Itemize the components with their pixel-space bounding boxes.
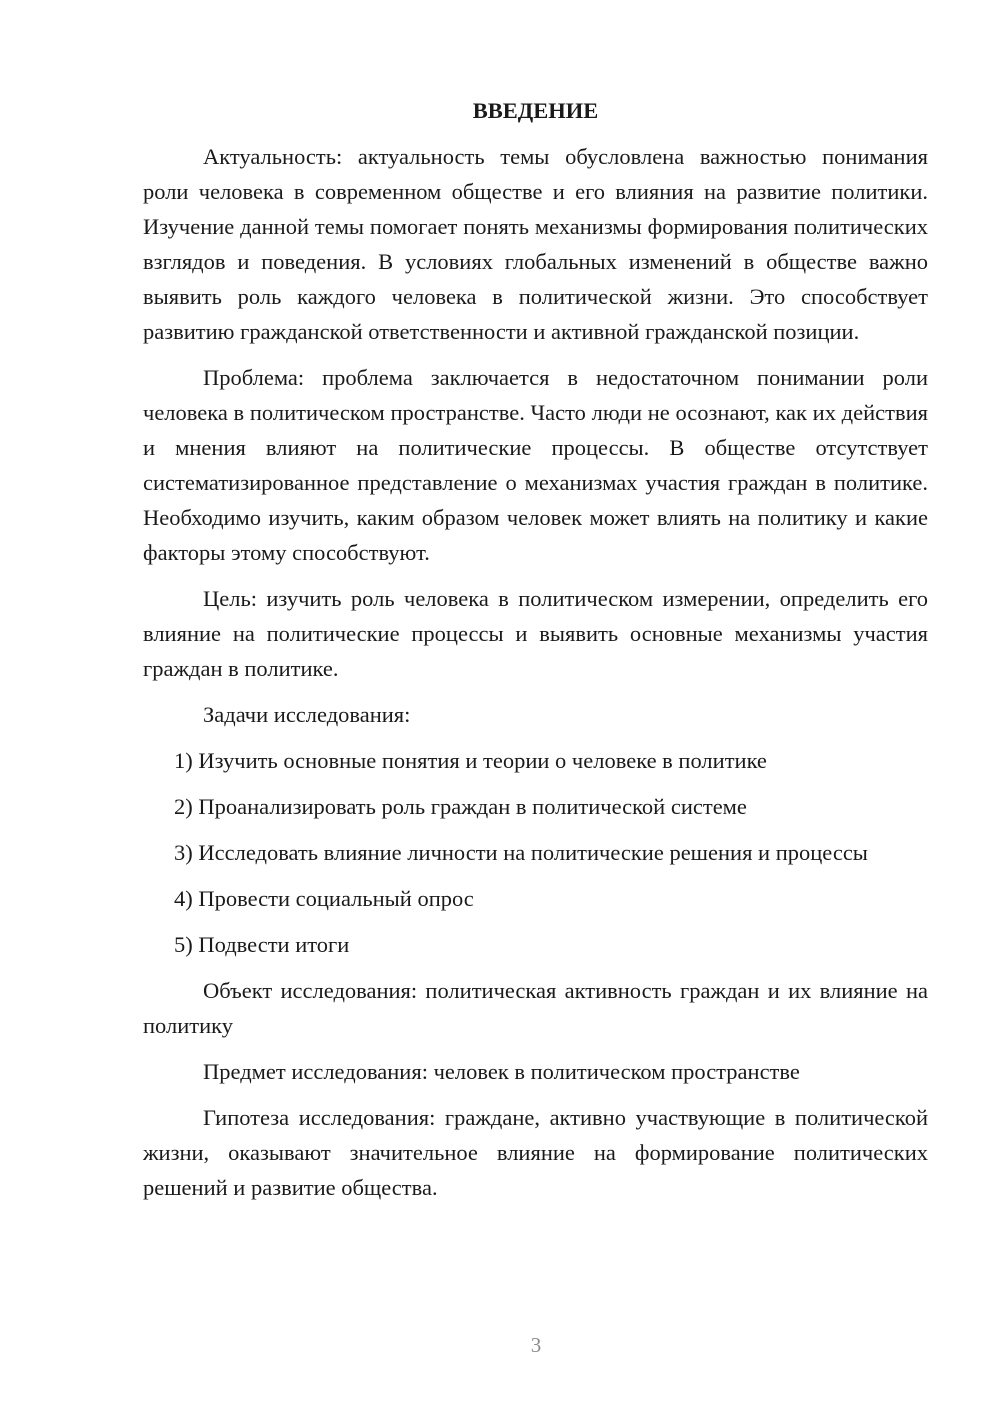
task-item: 4) Провести социальный опрос: [174, 886, 474, 911]
task-item: 2) Проанализировать роль граждан в политической системе: [174, 794, 747, 819]
relevance-paragraph: Актуальность: актуальность темы обусловлена важностью понимания роли человека в современном обществе и его влияния на развитие политики. Изучение данной темы помогает понять механизмы формирования политических взглядов и поведения. В условиях глобальных изменений в обществе важно выявить роль каждого человека в политической жизни. Это способствует развитию гражданской ответственности и активной гражданской позиции.: [143, 144, 928, 344]
page-title: ВВЕДЕНИЕ: [472, 98, 599, 123]
subject-paragraph: Предмет исследования: человек в политическом пространстве: [203, 1059, 800, 1084]
task-item: 5) Подвести итоги: [174, 932, 350, 957]
object-paragraph: Объект исследования: политическая активность граждан и их влияние на политику: [143, 978, 928, 1038]
goal-paragraph: Цель: изучить роль человека в политическом измерении, определить его влияние на политические процессы и выявить основные механизмы участия граждан в политике.: [143, 586, 928, 681]
page-body: [143, 96, 928, 1216]
task-item: 3) Исследовать влияние личности на политические решения и процессы: [174, 840, 868, 865]
task-item: 1) Изучить основные понятия и теории о человеке в политике: [174, 748, 767, 773]
page-number: 3: [530, 1333, 542, 1357]
tasks-heading: Задачи исследования:: [203, 702, 411, 727]
problem-paragraph: Проблема: проблема заключается в недостаточном понимании роли человека в политическом пространстве. Часто люди не осознают, как их действия и мнения влияют на политические процессы. В обществе отсутствует систематизированное представление о механизмах участия граждан в политике. Необходимо изучить, каким образом человек может влиять на политику и какие факторы этому способствуют.: [143, 365, 928, 565]
hypothesis-paragraph: Гипотеза исследования: граждане, активно участвующие в политической жизни, оказывают значительное влияние на формирование политических решений и развитие общества.: [143, 1105, 928, 1200]
